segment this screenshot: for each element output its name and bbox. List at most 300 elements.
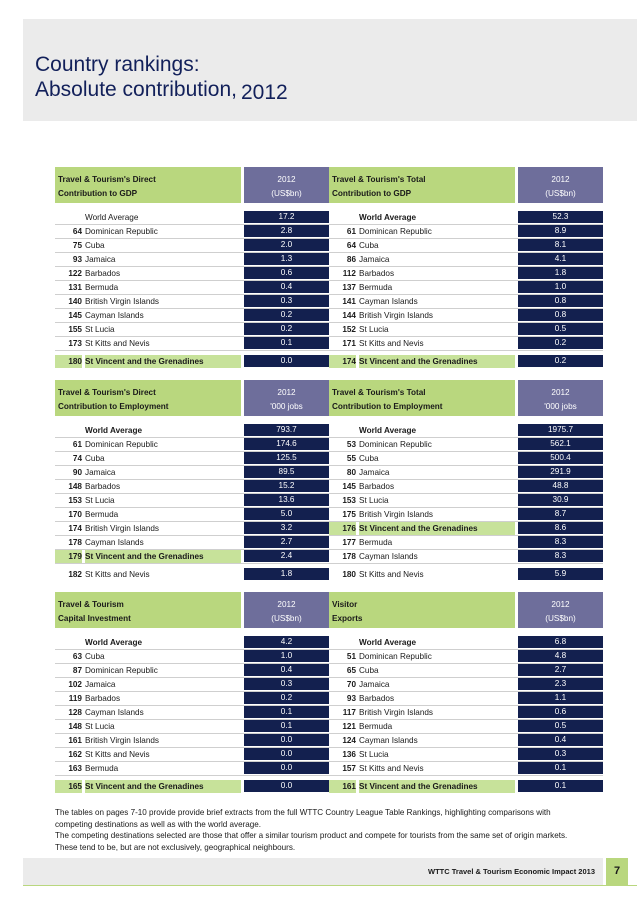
value-cell: 2.0 [244,239,329,251]
country-cell: St Lucia [359,325,389,334]
table-row [329,480,603,493]
country-cell: Dominican Republic [85,227,158,236]
rank-cell: 64 [346,241,356,250]
country-cell: St Kitts and Nevis [359,339,424,348]
country-cell: Cuba [359,454,379,463]
table-row [55,337,329,350]
country-cell: Jamaica [85,255,116,264]
table-row [55,706,329,719]
table-title-line: Exports [332,614,363,623]
page-title-line1: Country rankings: [35,53,200,76]
table-row [55,438,329,451]
footnote-line: These tend to be, but are not exclusively, geographical neighbours. [55,842,296,852]
ranking-table [55,592,329,792]
table-title-line: Travel & Tourism's Total [332,388,426,397]
rank-cell: 51 [346,652,356,661]
table-unit-year: 2012 [551,388,570,397]
country-cell: Cayman Islands [85,311,144,320]
table-row [55,762,329,775]
country-cell: Dominican Republic [85,440,158,449]
rank-cell: 65 [346,666,356,675]
value-cell: 52.3 [518,211,603,223]
country-cell: Barbados [359,694,395,703]
country-cell: Cuba [359,666,379,675]
table-row [329,253,603,266]
country-cell: Bermuda [85,283,119,292]
table-title [329,592,515,628]
title-banner [23,19,637,121]
rank-cell: 61 [346,227,356,236]
table-row [55,692,329,705]
country-cell: St Vincent and the Grenadines [85,780,241,793]
table-row [55,678,329,691]
table-header [329,380,603,416]
country-cell: Dominican Republic [85,666,158,675]
country-cell: St Kitts and Nevis [85,570,150,579]
value-cell: 0.4 [244,664,329,676]
table-row [55,239,329,252]
value-cell: 0.0 [244,734,329,746]
table-row [55,720,329,733]
country-cell: Barbados [359,269,395,278]
rank-cell: 161 [329,780,356,793]
rank-cell: 180 [342,570,356,579]
country-cell: Bermuda [85,764,119,773]
rank-cell: 117 [342,708,356,717]
table-title-line: Travel & Tourism's Direct [58,175,156,184]
rank-cell: 140 [68,297,82,306]
value-cell: 2.7 [244,536,329,548]
value-cell: 2.7 [518,664,603,676]
country-cell: Dominican Republic [359,440,432,449]
table-title-line: Contribution to GDP [58,189,138,198]
table-row [55,664,329,677]
rank-cell: 173 [68,339,82,348]
table-row [329,692,603,705]
table-row [329,323,603,336]
value-cell: 1.8 [518,267,603,279]
rank-cell: 148 [68,722,82,731]
value-cell: 0.3 [244,678,329,690]
country-cell: Jamaica [359,468,390,477]
table-title-line: Visitor [332,600,358,609]
rank-cell: 144 [342,311,356,320]
world-average-row [329,424,603,437]
row-divider [55,350,329,351]
rank-cell: 141 [342,297,356,306]
rank-cell: 121 [342,722,356,731]
value-cell: 0.4 [518,734,603,746]
rank-cell: 180 [55,355,82,368]
table-row [329,225,603,238]
rank-cell: 145 [342,482,356,491]
value-cell: 0.3 [518,748,603,760]
table-header [329,167,603,203]
value-cell: 8.3 [518,550,603,562]
value-cell: 0.1 [518,762,603,774]
table-row [329,295,603,308]
value-cell: 8.9 [518,225,603,237]
rank-cell: 179 [55,550,82,563]
country-cell: St Kitts and Nevis [359,764,424,773]
rank-cell: 74 [72,454,82,463]
table-unit [244,592,329,628]
rank-cell: 148 [68,482,82,491]
value-cell: 500.4 [518,452,603,464]
rank-cell: 177 [342,538,356,547]
table-row [329,762,603,775]
value-cell: 0.0 [244,748,329,760]
table-row [55,281,329,294]
table-title-line: Contribution to Employment [332,402,443,411]
table-row [55,309,329,322]
table-row [329,550,603,563]
country-cell: Cayman Islands [359,552,418,561]
table-row [329,438,603,451]
country-cell: Cayman Islands [85,708,144,717]
value-cell: 0.6 [244,267,329,279]
ranking-table [329,167,603,367]
table-row [55,748,329,761]
country-cell: St Vincent and the Grenadines [85,550,241,563]
country-cell: St Vincent and the Grenadines [359,355,515,368]
table-header [329,592,603,628]
value-cell: 0.2 [518,337,603,349]
country-cell: British Virgin Islands [359,510,434,519]
rank-cell: 157 [342,764,356,773]
table-unit [518,592,603,628]
table-row [55,452,329,465]
rank-cell: 182 [68,570,82,579]
footnote-line: The competing destinations selected are those that offer a similar tourism product and compete for tourists from the same set of origin markets. [55,831,568,841]
table-row [55,650,329,663]
rank-cell: 53 [346,440,356,449]
table-unit [244,380,329,416]
value-cell: 2.8 [244,225,329,237]
rank-cell: 122 [68,269,82,278]
rank-cell: 153 [68,496,82,505]
country-cell: Bermuda [359,722,393,731]
country-cell: St Lucia [85,325,115,334]
country-cell: St Lucia [85,722,115,731]
country-cell: Bermuda [85,510,119,519]
country-cell: St Lucia [359,750,389,759]
world-average-row [55,424,329,437]
table-title-line: Capital Investment [58,614,131,623]
value-cell: 3.2 [244,522,329,534]
table-row [55,494,329,507]
rank-cell: 161 [68,736,82,745]
table-unit-year: 2012 [277,600,296,609]
table-row [329,522,603,535]
rank-cell: 86 [346,255,356,264]
country-cell: World Average [85,638,143,647]
rank-cell: 102 [68,680,82,689]
table-title [329,380,515,416]
country-cell: Dominican Republic [359,227,432,236]
table-title-line: Travel & Tourism [58,600,124,609]
country-cell: Cayman Islands [359,736,418,745]
table-title-line: Contribution to GDP [332,189,412,198]
value-cell: 8.1 [518,239,603,251]
rank-cell: 162 [68,750,82,759]
country-cell: St Kitts and Nevis [85,750,150,759]
country-cell: World Average [359,638,417,647]
table-row [55,355,329,368]
value-cell: 0.8 [518,295,603,307]
rank-cell: 80 [346,468,356,477]
value-cell: 48.8 [518,480,603,492]
country-cell: Bermuda [359,538,393,547]
table-row [329,734,603,747]
table-header [55,380,329,416]
table-row [329,720,603,733]
value-cell: 0.4 [244,281,329,293]
value-cell: 5.0 [244,508,329,520]
rank-cell: 137 [342,283,356,292]
footnote-line: The tables on pages 7-10 provide provide brief extracts from the full WTTC Country League Table Rankings, highlighting comparisons with [55,808,551,817]
table-row [329,355,603,368]
country-cell: Cuba [85,652,105,661]
row-divider [329,563,603,564]
value-cell: 0.8 [518,309,603,321]
value-cell: 5.9 [518,568,603,580]
table-row [329,267,603,280]
table-title [329,167,515,203]
world-average-row [329,636,603,649]
value-cell: 89.5 [244,466,329,478]
table-row [329,281,603,294]
country-cell: British Virgin Islands [359,708,434,717]
value-cell: 1.0 [244,650,329,662]
country-cell: Bermuda [359,283,393,292]
table-title-line: Travel & Tourism's Total [332,175,426,184]
table-row [329,706,603,719]
value-cell: 2.3 [518,678,603,690]
table-row [55,508,329,521]
value-cell: 1.3 [244,253,329,265]
table-row [329,508,603,521]
table-row [329,650,603,663]
rank-cell: 128 [68,708,82,717]
country-cell: Cayman Islands [85,538,144,547]
value-cell: 0.3 [244,295,329,307]
table-unit-label: '000 jobs [544,402,577,411]
value-cell: 0.6 [518,706,603,718]
table-row [329,678,603,691]
value-cell: 0.1 [244,337,329,349]
page-title-year: 2012 [240,81,288,104]
value-cell: 125.5 [244,452,329,464]
table-title [55,592,241,628]
country-cell: Cayman Islands [359,297,418,306]
table-row [55,522,329,535]
row-divider [55,775,329,776]
rank-cell: 63 [72,652,82,661]
world-average-row [55,636,329,649]
value-cell: 1.1 [518,692,603,704]
value-cell: 2.4 [244,550,329,562]
rank-cell: 90 [72,468,82,477]
rank-cell: 155 [68,325,82,334]
rank-cell: 178 [68,538,82,547]
row-divider [329,775,603,776]
country-cell: British Virgin Islands [85,736,160,745]
table-row [329,337,603,350]
table-row [55,780,329,793]
value-cell: 793.7 [244,424,329,436]
rank-cell: 64 [72,227,82,236]
table-unit [518,167,603,203]
table-unit-year: 2012 [277,388,296,397]
table-unit-year: 2012 [551,600,570,609]
ranking-table [55,167,329,367]
value-cell: 0.0 [244,780,329,792]
table-unit-label: (US$bn) [271,189,302,198]
country-cell: World Average [359,213,417,222]
table-row [55,568,329,581]
value-cell: 0.2 [518,355,603,367]
rank-cell: 112 [342,269,356,278]
value-cell: 13.6 [244,494,329,506]
country-cell: Cuba [85,454,105,463]
country-cell: St Kitts and Nevis [85,339,150,348]
publication-title: WTTC Travel & Tourism Economic Impact 2013 [428,867,595,876]
value-cell: 15.2 [244,480,329,492]
table-row [55,253,329,266]
rank-cell: 171 [342,339,356,348]
country-cell: British Virgin Islands [85,524,160,533]
country-cell: St Kitts and Nevis [359,570,424,579]
table-unit [244,167,329,203]
country-cell: St Lucia [85,496,115,505]
table-row [55,466,329,479]
table-title-line: Travel & Tourism's Direct [58,388,156,397]
table-row [55,295,329,308]
table-unit-year: 2012 [551,175,570,184]
country-cell: St Vincent and the Grenadines [359,522,515,535]
value-cell: 1.0 [518,281,603,293]
rank-cell: 165 [55,780,82,793]
value-cell: 17.2 [244,211,329,223]
row-divider [55,563,329,564]
rank-cell: 145 [68,311,82,320]
table-unit-label: (US$bn) [545,614,576,623]
rank-cell: 136 [342,750,356,759]
value-cell: 4.2 [244,636,329,648]
country-cell: British Virgin Islands [85,297,160,306]
country-cell: St Lucia [359,496,389,505]
value-cell: 30.9 [518,494,603,506]
table-row [329,452,603,465]
table-row [329,494,603,507]
world-average-row [329,211,603,224]
country-cell: Jamaica [85,468,116,477]
value-cell: 0.1 [518,780,603,792]
rank-cell: 174 [329,355,356,368]
rank-cell: 175 [342,510,356,519]
table-title [55,167,241,203]
country-cell: Jamaica [85,680,116,689]
table-row [329,309,603,322]
country-cell: St Vincent and the Grenadines [359,780,515,793]
value-cell: 0.2 [244,692,329,704]
value-cell: 0.5 [518,323,603,335]
table-row [329,780,603,793]
country-cell: World Average [359,426,417,435]
country-cell: Cuba [85,241,105,250]
world-average-row [55,211,329,224]
footnote-line: competing destinations as well as with the world average. [55,819,262,829]
table-unit-year: 2012 [277,175,296,184]
table-row [55,550,329,563]
country-cell: St Vincent and the Grenadines [85,355,241,368]
rank-cell: 176 [329,522,356,535]
rank-cell: 153 [342,496,356,505]
rank-cell: 55 [346,454,356,463]
table-row [55,734,329,747]
table-unit-label: '000 jobs [270,402,303,411]
table-header [55,592,329,628]
value-cell: 1975.7 [518,424,603,436]
country-cell: Jamaica [359,680,390,689]
rank-cell: 178 [342,552,356,561]
table-title [55,380,241,416]
value-cell: 0.2 [244,323,329,335]
table-row [329,664,603,677]
value-cell: 0.0 [244,355,329,367]
value-cell: 1.8 [244,568,329,580]
value-cell: 4.1 [518,253,603,265]
country-cell: Cuba [359,241,379,250]
table-row [55,536,329,549]
row-divider [329,350,603,351]
table-row [329,536,603,549]
country-cell: World Average [85,213,139,222]
table-header [55,167,329,203]
value-cell: 0.1 [244,720,329,732]
table-unit-label: (US$bn) [545,189,576,198]
value-cell: 0.2 [244,309,329,321]
rank-cell: 124 [342,736,356,745]
footer-divider [23,885,637,886]
table-unit-label: (US$bn) [271,614,302,623]
value-cell: 8.6 [518,522,603,534]
table-unit [518,380,603,416]
table-row [329,466,603,479]
table-row [55,323,329,336]
footnote [55,807,625,853]
country-cell: British Virgin Islands [359,311,434,320]
rank-cell: 131 [68,283,82,292]
ranking-table [55,380,329,580]
rank-cell: 61 [72,440,82,449]
ranking-table [329,592,603,792]
page-title-text: Absolute contribution, [35,78,237,101]
country-cell: Jamaica [359,255,390,264]
rank-cell: 119 [68,694,82,703]
rank-cell: 93 [346,694,356,703]
country-cell: Dominican Republic [359,652,432,661]
rank-cell: 87 [72,666,82,675]
rank-cell: 170 [68,510,82,519]
value-cell: 562.1 [518,438,603,450]
table-row [329,568,603,581]
value-cell: 6.8 [518,636,603,648]
page-title-line2 [35,78,288,102]
value-cell: 0.5 [518,720,603,732]
table-title-line: Contribution to Employment [58,402,169,411]
